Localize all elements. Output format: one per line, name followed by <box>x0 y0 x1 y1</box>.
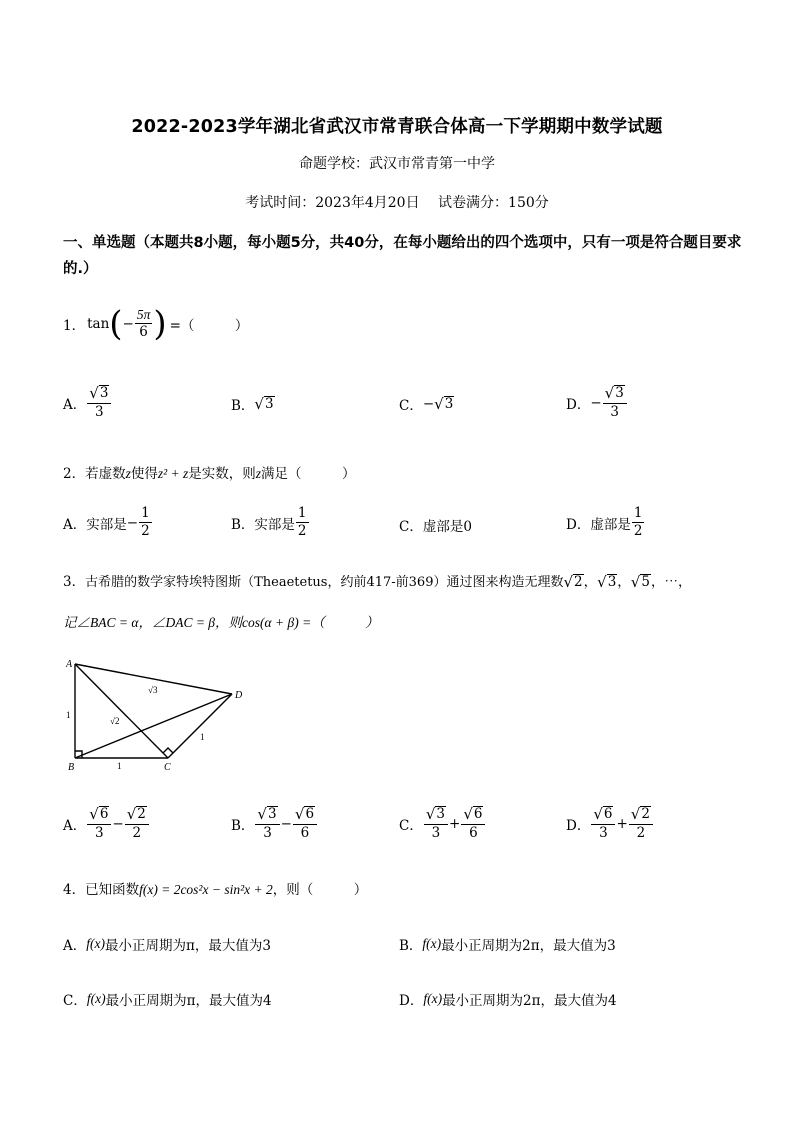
q1-d-sign: − <box>590 395 602 411</box>
q4-text-2: ，则（ ） <box>272 882 368 898</box>
q3-b-label: B． <box>231 818 255 834</box>
q3-sqrt-3: √ 3 <box>597 573 617 591</box>
q1-tail: =（ ） <box>169 317 249 334</box>
q3-ellipsis: ，⋯， <box>650 574 692 590</box>
q4-c-func: f(x) <box>86 991 106 1006</box>
question-3-line-2 <box>63 611 379 631</box>
q1-sign: − <box>122 315 134 332</box>
q3-b-n2: 6 <box>305 806 315 822</box>
fig-label-a: A <box>66 659 73 670</box>
q3-d-d2: 2 <box>636 825 646 841</box>
q1-option-b[interactable] <box>231 394 275 414</box>
q4-b-text: 最小正周期为2π，最大值为3 <box>441 938 616 954</box>
q2-option-c[interactable] <box>399 515 472 535</box>
q3-d-n1: 6 <box>603 806 613 822</box>
q3-d-n2: 2 <box>641 806 650 822</box>
fig-segment-bd <box>75 694 232 758</box>
q3-c-n1: 3 <box>436 806 445 822</box>
q3-a-frac-1: √ 6 3 <box>87 806 111 842</box>
q4-c-label: C． <box>63 993 87 1009</box>
exam-info: 考试时间：2023年4月20日 试卷满分：150分 <box>245 195 549 211</box>
fig-label-ab: 1 <box>66 710 71 720</box>
q3-number: 3． <box>63 574 86 590</box>
q3-a-d2: 2 <box>132 825 142 841</box>
q2-option-d[interactable] <box>566 505 645 540</box>
q3-line-2a: 记∠BAC = α，∠DAC = β，则 <box>63 615 243 630</box>
q1-a-fraction <box>87 385 111 421</box>
q1-c-rad: 3 <box>444 396 454 412</box>
q1-b-label: B． <box>231 398 255 414</box>
q1-a-den: 3 <box>95 404 104 420</box>
section-heading: 一、单选题（本题共8小题，每小题5分，共40分，在每小题给出的四个选项中，只有一项是符合题目要求的.） <box>63 235 742 277</box>
q3-option-c[interactable] <box>399 806 486 842</box>
q1-b-rad: 3 <box>264 396 274 412</box>
q2-d-num: 1 <box>633 505 643 521</box>
q3-a-n2: 2 <box>137 806 146 822</box>
q3-c-frac-1: √ 3 3 <box>424 806 448 842</box>
q3-c-d2: 6 <box>469 825 478 841</box>
q3-a-d1: 3 <box>95 825 104 841</box>
q3-b-d2: 6 <box>300 825 310 841</box>
q3-d-d1: 3 <box>599 825 608 841</box>
q2-text-3: 是实数，则 <box>188 466 256 482</box>
fig-label-ad: √3 <box>148 685 158 695</box>
q2-c-label: C． <box>399 519 423 535</box>
q3-a-label: A． <box>63 818 87 834</box>
q3-c-n2: 6 <box>473 806 483 822</box>
fig-label-c: C <box>164 762 171 773</box>
q1-frac-num: 5π <box>136 307 151 322</box>
q2-expr: z² + z <box>157 466 189 481</box>
q2-a-den: 2 <box>141 523 150 539</box>
q1-option-a[interactable] <box>63 385 112 421</box>
q2-a-sign: − <box>126 514 139 531</box>
q1-d-den: 3 <box>610 404 620 420</box>
q2-d-den: 2 <box>633 523 643 539</box>
q2-text-4: 满足（ ） <box>261 466 356 482</box>
q2-b-num: 1 <box>297 505 307 521</box>
q3-b-frac-2: √ 6 6 <box>293 806 317 842</box>
q1-d-num: √ 3 <box>603 385 627 404</box>
q3-option-b[interactable] <box>231 806 318 842</box>
q3-a-op: − <box>112 816 124 832</box>
q3-d-op: + <box>616 816 628 832</box>
q3-r2: 2 <box>574 574 583 590</box>
q3-c-label: C． <box>399 818 423 834</box>
q3-d-frac-1: √ 6 3 <box>591 806 615 842</box>
q1-a-num: √ 3 <box>87 385 111 404</box>
q3-b-op: − <box>280 816 292 832</box>
q4-c-text: 最小正周期为π，最大值为4 <box>105 993 272 1009</box>
q1-func: tan <box>87 315 110 332</box>
q2-d-fraction <box>632 505 645 540</box>
q4-option-b[interactable] <box>399 934 616 954</box>
q3-r5: 5 <box>641 574 650 590</box>
q4-option-a[interactable] <box>63 934 271 954</box>
q3-c-op: + <box>449 816 461 832</box>
q4-b-func: f(x) <box>422 936 442 951</box>
q1-frac-den: 6 <box>139 324 148 340</box>
q2-b-text: 实部是 <box>254 516 295 533</box>
q1-d-rad: 3 <box>615 385 624 401</box>
q3-figure <box>60 656 260 776</box>
q2-b-label: B． <box>231 516 255 533</box>
q2-var-z2: z <box>255 466 262 481</box>
q2-b-den: 2 <box>297 523 307 539</box>
q4-d-text: 最小正周期为2π，最大值为4 <box>442 993 617 1009</box>
school-line: 命题学校：武汉市常青第一中学 <box>299 156 495 172</box>
q2-var-z: z <box>125 466 131 481</box>
q1-c-sqrt: √ 3 <box>434 395 454 413</box>
question-4 <box>63 878 367 898</box>
question-3-line-1 <box>63 570 691 590</box>
q3-option-a[interactable] <box>63 806 150 842</box>
q1-d-label: D． <box>566 397 591 413</box>
fig-segment-cd <box>168 694 232 758</box>
exam-title: 2022-2023学年湖北省武汉市常青联合体高一下学期期中数学试题 <box>131 117 663 137</box>
q4-d-func: f(x) <box>423 991 443 1006</box>
q3-b-n1: 3 <box>267 806 277 822</box>
q3-c-frac-2: √ 6 6 <box>461 806 485 842</box>
q2-a-fraction <box>139 505 152 540</box>
q2-option-a[interactable] <box>63 505 153 540</box>
q3-b-frac-1: √ 3 3 <box>255 806 279 842</box>
q2-d-label: D． <box>566 516 591 533</box>
q1-option-d[interactable] <box>566 385 628 421</box>
question-1 <box>63 303 249 344</box>
q1-option-c[interactable] <box>399 394 454 414</box>
q3-d-label: D． <box>566 818 591 834</box>
q1-fraction <box>135 306 153 341</box>
q3-sqrt-2: √ 2 <box>563 573 583 591</box>
q2-a-label: A． <box>63 516 87 533</box>
q4-d-label: D． <box>399 993 424 1009</box>
q3-sep-2: ， <box>617 574 631 590</box>
q2-text-2: 使得 <box>130 466 158 482</box>
fig-right-angle-c <box>163 748 173 753</box>
fig-label-cd: 1 <box>200 732 205 742</box>
fig-label-bc: 1 <box>117 761 122 771</box>
q3-line-2b: cos(α + β) =（ ） <box>242 615 379 630</box>
q3-a-n1: 6 <box>99 806 109 822</box>
q4-text-1: 已知函数 <box>85 882 140 898</box>
q2-option-b[interactable] <box>231 505 310 540</box>
q3-line-1: 古希腊的数学家特埃特图斯（Theaetetus，约前417-前369）通过图来构造无理数 <box>85 575 564 590</box>
q3-a-frac-2: √ 2 2 <box>125 806 149 842</box>
fig-segment-ac <box>75 664 168 758</box>
q4-a-func: f(x) <box>86 936 105 951</box>
q1-number: 1． <box>63 317 86 334</box>
q2-text-1: 若虚数 <box>85 466 126 482</box>
q1-c-sign: − <box>422 396 435 412</box>
q2-d-text: 虚部是 <box>590 516 631 533</box>
q2-number: 2． <box>63 466 86 482</box>
q3-d-frac-2: √ 2 2 <box>629 806 653 842</box>
q4-a-text: 最小正周期为π，最大值为3 <box>104 938 271 954</box>
q4-b-label: B． <box>399 938 423 954</box>
q4-option-d[interactable] <box>399 989 617 1009</box>
q2-a-num: 1 <box>141 505 150 521</box>
q1-left-paren: ( <box>109 303 123 344</box>
fig-label-d: D <box>235 690 243 701</box>
q2-a-text: 实部是 <box>86 516 127 533</box>
q1-right-paren: ) <box>153 303 167 344</box>
q2-c-text: 虚部是0 <box>422 519 472 535</box>
q3-option-d[interactable] <box>566 806 654 842</box>
q3-sep-1: ， <box>583 574 598 590</box>
q1-a-rad: 3 <box>99 385 109 401</box>
q1-c-label: C． <box>399 398 423 414</box>
q3-b-d1: 3 <box>263 825 272 841</box>
q1-b-sqrt: √ 3 <box>254 395 274 413</box>
q3-r3: 3 <box>607 574 617 590</box>
q4-expr: f(x) = 2cos²x − sin²x + 2 <box>139 882 273 897</box>
fig-label-ac: √2 <box>110 716 120 726</box>
question-2 <box>63 462 356 482</box>
q4-number: 4． <box>63 882 86 898</box>
q4-option-c[interactable] <box>63 989 272 1009</box>
q4-a-label: A． <box>63 938 87 954</box>
q1-a-label: A． <box>63 397 87 413</box>
q1-d-fraction <box>603 385 627 421</box>
q3-c-d1: 3 <box>431 825 441 841</box>
q2-b-fraction <box>296 505 309 540</box>
q3-sqrt-5: √ 5 <box>630 573 650 591</box>
fig-label-b: B <box>68 762 75 773</box>
